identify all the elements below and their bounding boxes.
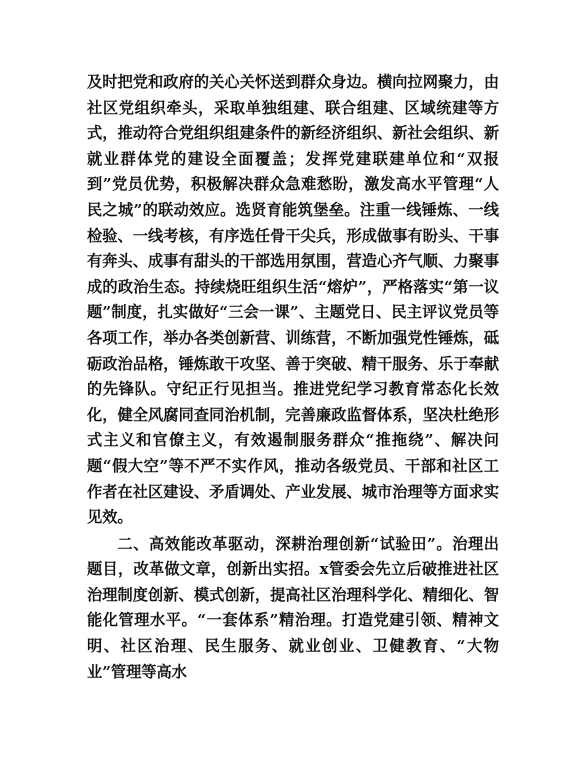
body-text <box>87 70 499 685</box>
paragraph-2: 二、高效能改革驱动，深耕治理创新“试验田”。治理出题目，改革做文章，创新出实招。x管委会先立后破推进社区治理制度创新、模式创新，提高社区治理科学化、精细化、智能化管理水平。“一套体系”精治理。打造党建引领、精神文明、社区治理、民生服务、就业创业、卫健教育、“大物业”管理等高水 <box>87 534 499 681</box>
paragraph-1: 及时把党和政府的关心关怀送到群众身边。横向拉网聚力，由社区党组织牵头，采取单独组建、联合组建、区域统建等方式，推动符合党组织组建条件的新经济组织、新社会组织、新就业群体党的建设全面覆盖；发挥党建联建单位和“双报到”党员优势，积极解决群众急难愁盼，激发高水平管理“人民之城”的联动效应。选贤育能筑堡垒。注重一线锤炼、一线检验、一线考核，有序选任骨干尖兵，形成做事有盼头、干事有奔头、成事有甜头的干部选用氛围，营造心齐气顺、力聚事成的政治生态。持续烧旺组织生活“熔炉”，严格落实“第一议题”制度，扎实做好“三会一课”、主题党日、民主评议党员等各项工作，举办各类创新营、训练营，不断加强党性锤炼，砥砺政治品格，锤炼敢干攻坚、善于突破、精干服务、乐于奉献的先锋队。守纪正行见担当。推进党纪学习教育常态化长效化，健全风腐同查同治机制，完善廉政监督体系，坚决杜绝形式主义和官僚主义，有效遏制服务群众“推拖绕”、解决问题“假大空”等不严不实作风，推动各级党员、干部和社区工作者在社区建设、矛盾调处、产业发展、城市治理等方面求实见效。 <box>87 73 499 527</box>
